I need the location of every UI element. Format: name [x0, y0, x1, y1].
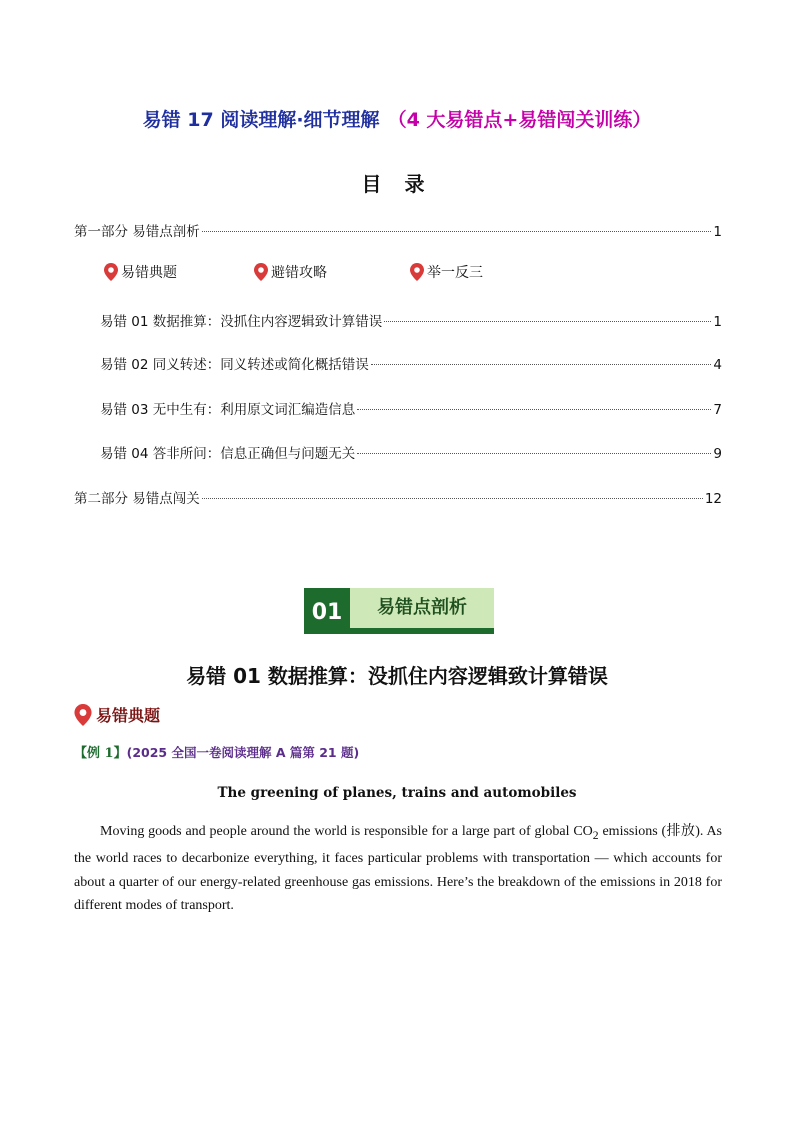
- title-main: 易错 17 阅读理解·细节理解: [142, 109, 380, 131]
- toc-entry-page: 1: [713, 314, 722, 330]
- toc-leader: [384, 321, 711, 322]
- title-subtitle: （4 大易错点+易错闯关训练）: [387, 109, 652, 131]
- toc-entry-label: 易错 01 数据推算：没抓住内容逻辑致计算错误: [100, 314, 383, 330]
- location-pin-icon: [104, 263, 118, 281]
- example-label: [74, 742, 359, 761]
- toc-leader: [202, 231, 712, 232]
- toc-entry-page: 1: [713, 224, 722, 240]
- article-title: The greening of planes, trains and automobiles: [217, 785, 577, 801]
- toc-entry-label: 第二部分 易错点闯关: [74, 491, 200, 507]
- toc-entry-02[interactable]: [100, 353, 722, 373]
- toc-entry-part2[interactable]: [74, 487, 722, 507]
- location-pin-icon: [254, 263, 268, 281]
- banner-number: 01: [304, 588, 350, 634]
- toc-entry-04[interactable]: [100, 442, 722, 462]
- toc-entry-page: 9: [713, 446, 722, 462]
- location-pin-icon: [74, 704, 92, 726]
- example-number: 例 1: [87, 746, 114, 761]
- toc-entry-label: 第一部分 易错点剖析: [74, 224, 200, 240]
- toc-entry-03[interactable]: [100, 398, 722, 418]
- toc-leader: [371, 364, 712, 365]
- toc-entry-label: 易错 03 无中生有：利用原文词汇编造信息: [100, 402, 356, 418]
- banner-label: 易错点剖析: [350, 588, 494, 628]
- location-pin-icon: [410, 263, 424, 281]
- toc-heading: 目 录: [361, 172, 433, 196]
- toc-entry-page: 4: [713, 357, 722, 373]
- toc-entry-page: 7: [713, 402, 722, 418]
- banner-underline: [350, 628, 494, 634]
- document-title: [0, 105, 794, 132]
- toc-entry-label: 易错 02 同义转述：同义转述或简化概括错误: [100, 357, 369, 373]
- toc-leader: [357, 453, 711, 454]
- tag-item: [254, 262, 327, 282]
- tag-item: [104, 262, 177, 282]
- section-banner: [304, 588, 494, 634]
- example-source: (2025 全国一卷阅读理解 A 篇第 21 题): [126, 745, 360, 760]
- sub-heading-label: 易错典题: [96, 706, 161, 725]
- tag-item: [410, 262, 483, 282]
- subscript-2: 2: [592, 828, 599, 842]
- toc-leader: [357, 409, 711, 410]
- tag-label: 避错攻略: [271, 265, 327, 281]
- sub-heading: [74, 703, 160, 726]
- toc-entry-page: 12: [704, 491, 722, 507]
- tag-label: 举一反三: [427, 265, 483, 281]
- paragraph-text-2: emissions (排放). As the world races to decarbonize everything, it faces particular problems with transportation — which accounts for about a quarter of our energy-related greenhouse gas emissions. Here’s the breakdown of the emissions in 2018 for different modes of transport.: [74, 824, 722, 914]
- toc-entry-label: 易错 04 答非所问：信息正确但与问题无关: [100, 446, 356, 462]
- toc-leader: [202, 498, 703, 499]
- article-paragraph: [74, 820, 722, 918]
- section-title: 易错 01 数据推算：没抓住内容逻辑致计算错误: [186, 664, 608, 688]
- tag-label: 易错典题: [121, 265, 177, 281]
- example-bracket-close: 】: [113, 746, 127, 761]
- toc-entry-01[interactable]: [100, 310, 722, 330]
- example-bracket-open: 【: [74, 746, 88, 761]
- paragraph-text-1: Moving goods and people around the world is responsible for a large part of global CO: [100, 824, 593, 839]
- toc-entry-part1[interactable]: [74, 220, 722, 240]
- tag-row: [104, 262, 604, 284]
